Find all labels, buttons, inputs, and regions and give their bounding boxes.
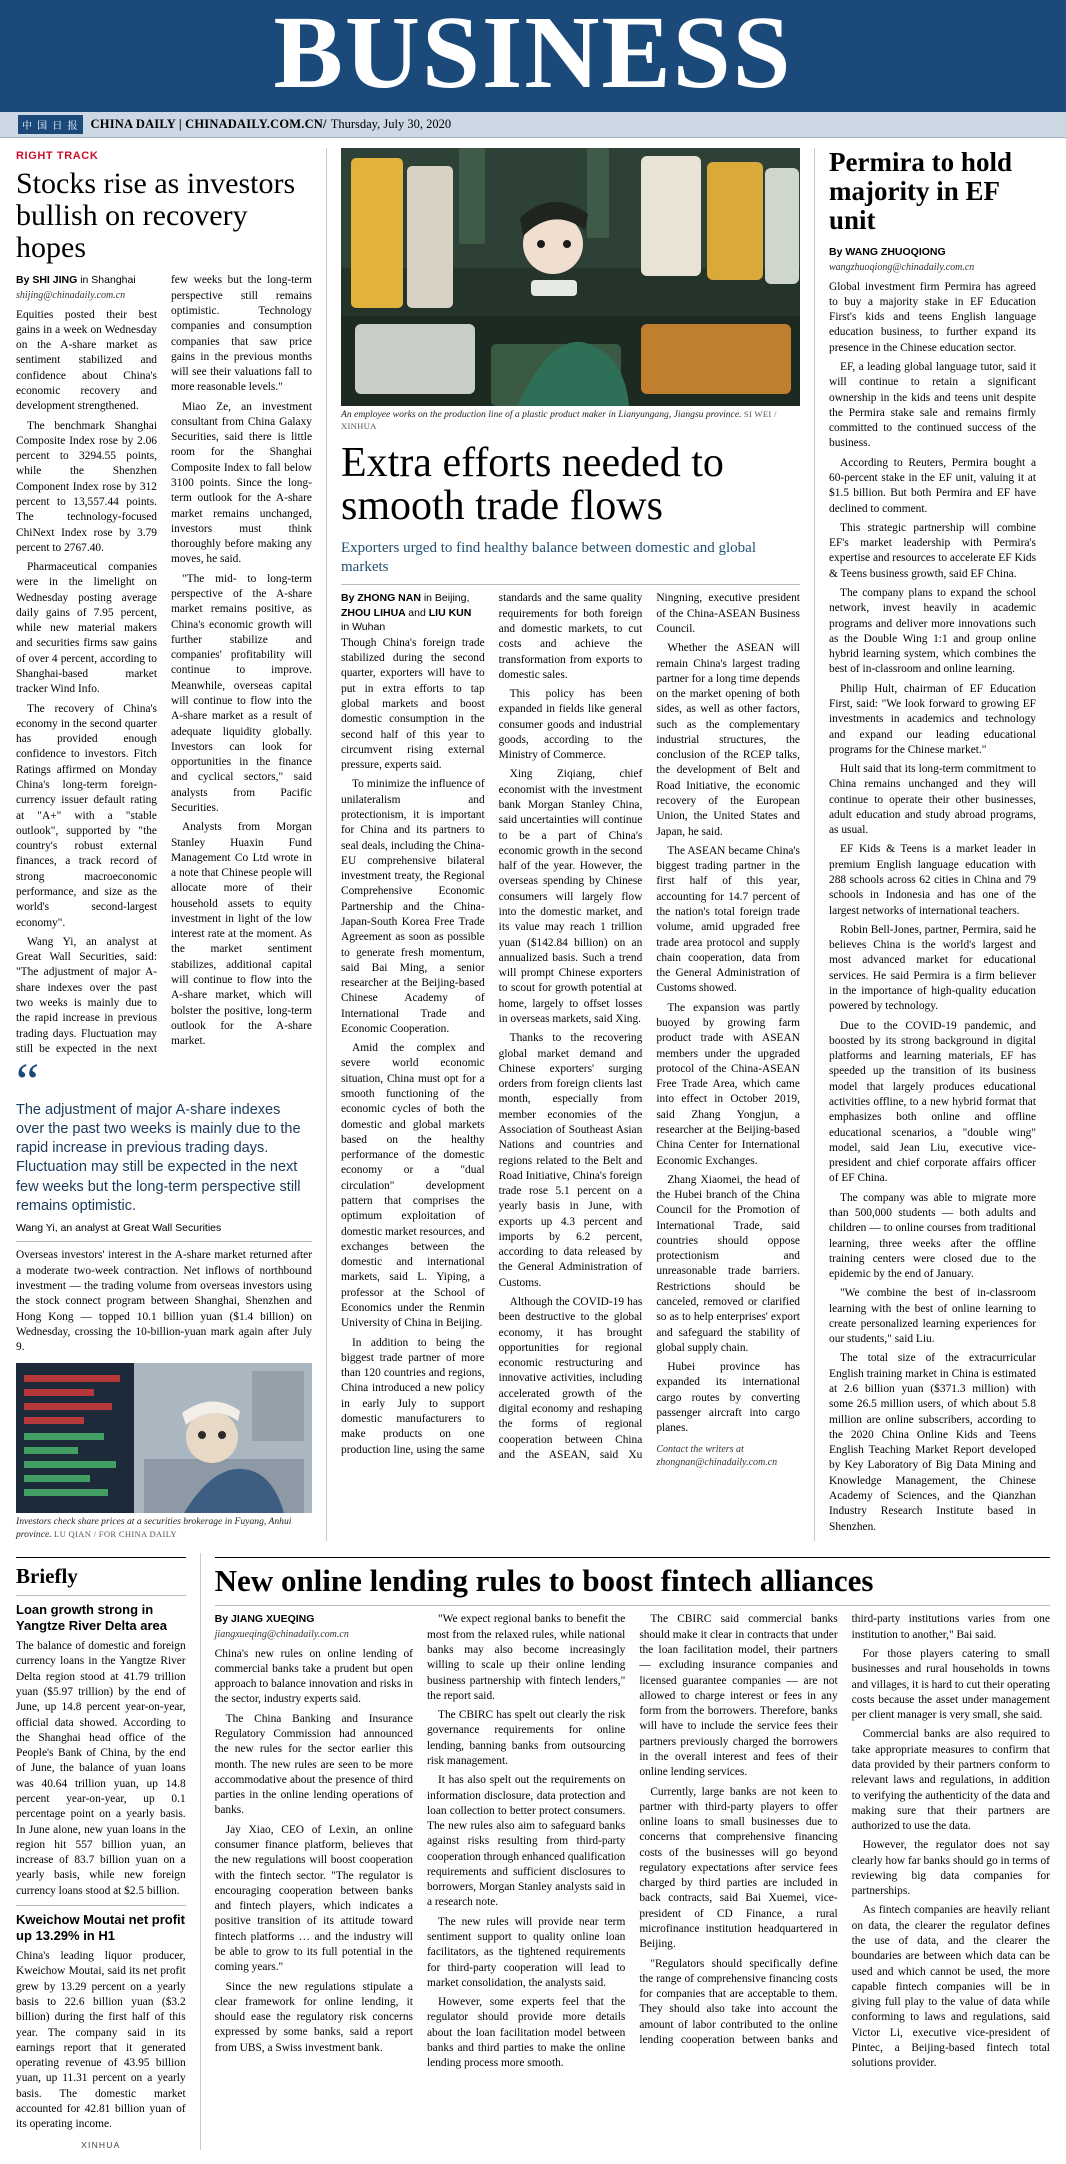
brokerage-photo-caption [16, 1513, 312, 1541]
brief-headline: Kweichow Moutai net profit up 13.29% in H1 [16, 1911, 185, 1943]
paragraph: EF Kids & Teens is a market leader in premium English language education with 288 schools across 62 cities in China and 79 schools in Indonesia and has one of the largest networks of international teachers. [829, 843, 1036, 917]
paragraph: "The mid- to long-term perspective of the A-share market remains positive, as China's economic growth will further stabilize and companies' profitability will continue to improve. Meanwhile, overseas capital will continue to flow into the A-share market as a result of adequate liquidity globally. Investors can look for opportunities in the finance and cyclical sectors," said analysts from Pacific Securities. [171, 572, 312, 814]
paragraph: Since the new regulations stipulate a clear framework for online lending, it should ease the regulatory risk concerns expressed by some banks, said a report from UBS, a Swiss investment bank. [214, 1980, 413, 2054]
main-deck: Exporters urged to find healthy balance between domestic and global markets [341, 539, 757, 575]
paragraph: EF, a leading global language tutor, said it will continue to retain a significant ownership in the kids and teens unit despite the Permira stake sale and remains firmly committed to the continued success of the business. [829, 361, 1036, 450]
main-byline-name-2: ZHOU LIHUA [341, 606, 406, 619]
briefly-column [16, 1553, 186, 2151]
paragraph: Miao Ze, an investment consultant from China Galaxy Securities, said there is little room for the Shanghai Composite Index to fall below 3100 points. Since the long-term outlook for the A-share market remains unchanged, investors must think thoroughly before making any moves, he said. [171, 400, 312, 566]
paragraph: As fintech companies are heavily reliant on data, the clearer the regulator defines the use of data, and the clearer the boundaries are between which data can be used and which cannot be used, the more capable fintech companies will be in giving full play to the value of data while conforming to laws and regulations, said Victor Li, executive vice-president of Pintec, a Beijing-based fintech total solutions provider. [851, 1904, 1050, 2070]
paragraph: In addition to being the biggest trade partner of more than 120 countries and regions, China introduced a new policy in early July to support domestic manufacturers to make products on one production line, using the same standards and the same quality requirements for both foreign and domestic markets, to cut costs and achieve the transformation from exports to domestic sales. [341, 592, 643, 1456]
paragraph: The expansion was partly buoyed by growing farm product trade with ASEAN members under the upgraded protocol of the China-ASEAN Free Trade Area, which came into effect in October 2019, said Zhang Yongjun, a researcher at the Beijing-based China Center for International Economic Exchanges. [656, 1001, 800, 1167]
paragraph: Analysts from Morgan Stanley Huaxin Fund Management Co Ltd wrote in a note that Chinese people will allocate more of their household assets to equity investment in light of the low interest rate at the moment. As the market sentiment stabilizes, additional capital will continue to flow into the A-share market, which will bolster the positive, long-term outlook for the A-share market. [171, 821, 312, 1048]
divider [16, 1595, 186, 1596]
divider [16, 1557, 186, 1558]
pull-quote-role: an analyst at Great Wall Securities [57, 1221, 222, 1234]
lending-story-body [215, 1612, 1050, 2071]
pull-quote [16, 1054, 312, 1235]
paragraph: Pharmaceutical companies were in the limelight on Wednesday posting average daily gains of 7.95 percent, while new material makers and securities firms saw gains of over 4 percent, according to Shanghai-based market tracker Wind Info. [16, 561, 157, 696]
paragraph: To minimize the influence of unilateralism and protectionism, it is important for China and its partners to seal deals, including the China-EU comprehensive bilateral investment treaty, the Regional Comprehensive Economic Partnership and the China-Japan-South Korea Free Trade Agreement as soon as possible to generate fresh momentum, said Bai Ming, a senior researcher at the Beijing-based Chinese Academy of International Trade and Economic Cooperation. [341, 778, 485, 1035]
paragraph: Although the COVID-19 has been destructive to the global economy, it has brought opportunities for regional economic restructuring and innovative activities, including accelerated growth of the digital economy and reshaping the forms of regional cooperation between China and the ASEAN, said Xu Ningning, executive president of the China-ASEAN Business Council. [498, 592, 800, 1461]
paragraph: "We combine the best of in-classroom learning with the best of online learning to create personalized learning experiences for our students," said Liu. [829, 1287, 1036, 1346]
right-byline-email: wangzhuoqiong@chinadaily.com.cn [829, 261, 975, 273]
middle-column [326, 148, 800, 1541]
paragraph: Hubei province has expanded its international cargo routes by converting passenger aircraft into cargo planes. [656, 1361, 800, 1435]
brokerage-photo [16, 1363, 312, 1513]
paragraph: The China Banking and Insurance Regulatory Commission had announced the new rules for the sector earlier this month. The new rules are seen to be more accommodative about the presence of third parties in the online lending operations of banks. [214, 1712, 413, 1817]
lending-story [200, 1553, 1050, 2151]
lending-headline: New online lending rules to boost fintech alliances [214, 1562, 874, 1598]
main-byline-name-3: LIU KUN [428, 606, 472, 619]
right-byline: By WANG ZHUOQIONG [829, 246, 946, 259]
paragraph: The new rules will provide near term sentiment support to quality online loan facilitators, as the tightened requirements for third-party cooperation will lead to market consolidation, the analysts said. [426, 1915, 626, 1989]
brief-headline: Loan growth strong in Yangtze River Delta area [16, 1601, 168, 1633]
caption-text: An employee works on the production line of a plastic product maker in Lianyungang, Jiangsu province. [341, 409, 742, 420]
divider [341, 584, 800, 585]
publication-name: CHINA DAILY | CHINADAILY.COM.CN/ [90, 117, 327, 131]
paragraph: The CBIRC said commercial banks should make it clear in contracts that under the loan facilitation model, their partners — excluding insurance companies and licensed guarantee companies — are not allowed to charge interest or fees in any form from the borrowers. Therefore, banks will have to include the service fees their partners previously charged the borrowers in the overall interest and fees of their online lending services. [639, 1613, 838, 1779]
paragraph: Wang Yi, an analyst at Great Wall Securities, said: "The adjustment of major A-share indexes over the past two weeks is mainly due to the rapid increase in previous trading days. Fluctuation may still be expected in the next few weeks but the long-term perspective still remains optimistic. Technology companies and consumption companies that saw price gains in the previous months will see their valuations fall to more reasonable levels." [16, 274, 312, 1055]
paragraph: The company was able to migrate more than 500,000 students — both adults and children — to online courses from traditional learning, three weeks after the offline training centers were closed due to the epidemic by the end of January. [829, 1191, 1036, 1281]
paragraph: The total size of the extracurricular English training market in China is estimated at 2.6 billion yuan ($371.3 million) with some 26.5 million users, of which about 5.8 million are online subscribers, according to the 2020 China Online Kids and Teens English Teaching Market Report developed by Key Laboratory of Big Data Mining and Knowledge Management, the Chinese Academy of Sciences, and the Qianzhan Industry Research Institute based in Shenzhen. [829, 1352, 1036, 1533]
lending-byline-email: jiangxueqing@chinadaily.com.cn [214, 1628, 349, 1640]
factory-photo-art [341, 148, 800, 406]
left-headline: Stocks rise as investors bullish on recovery hopes [16, 167, 296, 264]
pull-quote-attribution [16, 1222, 312, 1236]
paragraph: The ASEAN became China's biggest trading partner in the first half of this year, accounting for 14.7 percent of the nation's total foreign trade volume, amid upgraded free trade area protocol and supply chain cooperation, data from the General Administration of Customs showed. [656, 844, 800, 995]
paragraph: According to Reuters, Permira bought a 60-percent stake in the EF unit, valuing it at $1.5 billion. But both Permira and EF have declined to comment. [829, 456, 1036, 515]
main-headline: Extra efforts needed to smooth trade flows [341, 439, 724, 530]
paragraph: However, some experts feel that the regulator should provide more details about the loan facilitation model between banks and third parties to make the online lending process more smooth. [426, 1996, 626, 2070]
paragraph: China's leading liquor producer, Kweichow Moutai, said its net profit grew by 13.29 percent on a yearly basis to 22.6 billion yuan ($3.2 billion) during the first half of this year. The company said in its earnings report that it generated operating revenue of 43.95 billion yuan, up 11.31 percent on a yearly basis. The domestic market accounted for 42.81 billion yuan of its operating income. [16, 1950, 186, 2131]
left-byline-location: in Shanghai [80, 274, 136, 287]
paragraph: Amid the complex and severe world economic situation, China must opt for a smooth functioning of the economic cycles of both the domestic and global markets based on the healthy performance of the domestic economy or a "dual circulation" development pattern that comprises the optimum exploitation of domestic market resources, and exchanges between the domestic and international markets, said L. Yiping, a professor at the School of Economics under the Renmin University of China in Beijing. [341, 1042, 485, 1330]
section-kicker: RIGHT TRACK [16, 150, 99, 162]
paragraph: However, the regulator does not say clearly how far banks should go in terms of reviewing big data companies for partnerships. [851, 1839, 1050, 1898]
lending-byline: By JIANG XUEQING [214, 1613, 315, 1626]
left-byline-email: shijing@chinadaily.com.cn [16, 289, 126, 301]
paragraph: The company plans to expand the school network, invest heavily in academic programs and deliver more innovations such as the Double Wing 1:1 and group online hybrid learning system, which combines the best of in-classroom and online learning. [829, 586, 1036, 676]
photo-credit: LU QIAN / FOR CHINA DAILY [54, 1528, 177, 1539]
paragraph: China's new rules on online lending of commercial banks take a prudent but open approach to balance innovation and risks in the sector, industry experts said. [214, 1647, 413, 1706]
paragraph: Due to the COVID-19 pandemic, and boosted by its strong background in digital platforms and learning materials, EF has speeded up the transition of its business model that largely produces educational activities offline, to a new hybrid format that emphasizes both online and offline educational scenarios, a "double wing" model, said Jean Liu, executive vice-president and chief corporate affairs officer of EF China. [829, 1019, 1036, 1185]
factory-photo-caption [341, 406, 800, 434]
paragraph: Philip Hult, chairman of EF Education First, said: "We look forward to growing EF investments in academics and technology and expand our leading educational programs for the Chinese market." [829, 682, 1036, 756]
left-column [16, 148, 312, 1541]
contact-line: Contact the writers at zhongnan@chinadaily.com.cn [656, 1443, 778, 1468]
divider [215, 1557, 1050, 1558]
left-byline-name: By SHI JING [16, 274, 78, 287]
paragraph: For those players catering to small businesses and rural households in towns and villages, it is hard to cut their operating costs because the asset under management per client manager is very small, she said. [851, 1647, 1050, 1722]
main-byline-location-2: in Wuhan [341, 620, 386, 633]
main-byline [341, 591, 485, 634]
left-story-body [16, 273, 312, 1057]
factory-photo [341, 148, 800, 406]
bottom-section [16, 1553, 1050, 2151]
paragraph: Zhang Xiaomei, the head of the Hubei branch of the China Council for the Promotion of International Trade, said countries should oppose protectionism and unreasonable trade barriers. Restrictions should be canceled, removed or clarified so as to help enterprises' export and safeguard the stability of global supply chain. [656, 1173, 800, 1354]
china-daily-logo: 中 国 日 报 [18, 115, 83, 134]
paragraph: The balance of domestic and foreign currency loans in the Yangtze River Delta region stood at 41.79 trillion yuan ($5.97 trillion) by the end of June, up 14.8 percent year-on-year, official data showed. According to the Shanghai head office of the People's Bank of China, by the end of June, the balance of yuan loans was 40.64 trillion yuan, up 14.8 percent year-on-year, up 0.1 percentage point on a yearly basis. In June alone, new yuan loans in the region hit 557 billion yuan, an increase of 83.7 billion yuan on a yearly basis, while new foreign currency loans stood at $2.5 billion. [16, 1640, 186, 1897]
paragraph: "We expect regional banks to benefit the most from the relaxed rules, while national banks may also become increasingly willing to scale up their online lending business partnership with fintech lenders," the report said. [426, 1613, 626, 1702]
masthead [0, 0, 1066, 112]
publication-date: Thursday, July 30, 2020 [330, 117, 452, 131]
paragraph: Robin Bell-Jones, partner, Permira, said he believes China is the world's largest and most advanced market for educational services. He said Permira is a firm believer in the importance of high-quality education powered by technology. [829, 923, 1036, 1013]
main-byline-location: in Beijing, [423, 592, 470, 605]
paragraph: This policy has been expanded in fields like general consumer goods and industrial goods, according to the Ministry of Commerce. [498, 688, 643, 762]
left-byline [16, 273, 157, 287]
top-section [16, 148, 1050, 1541]
paragraph: Overseas investors' interest in the A-share market returned after a moderate two-week contraction. Net inflows of northbound investment — the trading volume from overseas investors using the stock connect program between Shanghai, Shenzhen and Hong Kong — topped 10.1 billion yuan ($1.4 billion) on Wednesday, crossing the 10-billion-yuan mark again after July 9. [16, 1249, 312, 1354]
paragraph: Currently, large banks are not keen to partner with third-party players to offer online loans to small businesses due to concerns that comprehensive financing costs of the businesses will go beyond regulatory expectations after service fees charged by third parties are included in back contracts, said Bai Xuemei, vice-president of CD Finance, a rural microfinance institution headquartered in Beijing. [639, 1785, 838, 1951]
main-byline-name: By ZHONG NAN [341, 592, 421, 605]
paragraph: Xing Ziqiang, chief economist with the investment bank Morgan Stanley China, said uncertainties will continue to be a part of China's economic growth in the second half of the year. However, the overseas spending by Chinese consumers will largely flow into the domestic market, and its value may reach 1 trillion yuan ($142.84 billion) on an annualized basis. Such a trend will prompt Chinese exporters to scout for growth potential at home, largely to offset losses in overseas markets, said Xing. [498, 768, 643, 1025]
paragraph: Commercial banks are also required to take appropriate measures to confirm that data provided by their partners conform to relevant laws and regulations, in addition to verifying the authenticity of the data and making sure that their partners are authorized to use the data. [851, 1728, 1050, 1833]
quote-mark-icon: “ [16, 1054, 40, 1112]
divider [16, 1905, 186, 1906]
paragraph: Though China's foreign trade stabilized during the second quarter, exporters will have to put in extra efforts to tap global markets and boost domestic consumption in the second half of this year to circumvent rising external pressure, experts said. [341, 636, 485, 772]
paragraph: It has also spelt out the requirements on information disclosure, data protection and loan collection to better protect consumers. The new rules also aim to safeguard banks against risks resulting from third-party cooperation through enhanced qualification requirements and sufficient disclosures to borrowers, Morgan Stanley analysts said in a research note. [426, 1774, 626, 1909]
paragraph: The benchmark Shanghai Composite Index rose by 2.06 percent to 3294.55 points, while the Shenzhen Component Index rose by 312 percent to 13,557.44 points. The technology-focused ChiNext Index rose by 3.79 percent to 2767.40. [16, 419, 157, 554]
paragraph: Thanks to the recovering global market demand and Chinese exporters' surging orders from foreign clients last month, especially from member economies of the Association of Southeast Asian Nations and countries and regions related to the Belt and Road Initiative, China's foreign trade rose 5.1 percent on a yearly basis in June, with exports up 4.3 percent and imports by 6.2 percent, according to data released by the General Administration of Customs. [498, 1032, 643, 1289]
paragraph: Equities posted their best gains in a week on Wednesday on the A-share market as sentiment stabilized and confidence about China's economic recovery and development strengthened. [16, 308, 157, 413]
paragraph: This strategic partnership will combine EF's market leadership with Permira's expertise and resources to accelerate EF Kids & Teens business growth, said EF China. [829, 521, 1036, 580]
briefly-source: XINHUA [81, 2140, 121, 2151]
photo-credit: SI WEI / XINHUA [341, 409, 777, 432]
paragraph: Jay Xiao, CEO of Lexin, an online consumer finance platform, believes that the new regulations will boost cooperation with the fintech sector. "The regulator is encouraging cooperation between banks and fintech players, which indicates a positive transition of its attitude toward fintech platforms … and the industry will be able to grow to its full potential in the coming years." [214, 1823, 413, 1974]
divider [215, 1605, 1050, 1606]
divider [16, 1241, 312, 1242]
pull-quote-name: Wang Yi, [16, 1221, 58, 1234]
paragraph: The CBIRC has spelt out clearly the risk governance requirements for online lending, banning banks from outsourcing risk management. [426, 1709, 626, 1767]
publication-info-bar [0, 112, 1066, 138]
paragraph: Global investment firm Permira has agreed to buy a majority stake in EF Education First's kids and teens English language education business, to further expand its presence in the Chinese education sector. [829, 280, 1036, 354]
main-story-body [341, 591, 800, 1468]
right-column [814, 148, 1036, 1541]
brokerage-photo-art [16, 1363, 312, 1513]
paragraph: The recovery of China's economy in the second quarter has provided enough confidence to investors. Fitch Ratings affirmed on Monday China's long-term foreign-currency issuer default rating at "A+" with a "stable outlook", supported by "the country's robust external finances, a track record of strong macroeconomic performance, and size as the world's second-largest economy". [16, 702, 157, 929]
paragraph: Hult said that its long-term commitment to China remains unchanged and they will continue to operate their other businesses, adult education and study abroad programs, as usual. [829, 763, 1036, 837]
caption-text: Investors check share prices at a securities brokerage in Fuyang, Anhui province. [16, 1516, 292, 1540]
masthead-title: BUSINESS [273, 0, 793, 110]
pull-quote-text: The adjustment of major A-share indexes over the past two weeks is mainly due to the rapid increase in previous trading days. Fluctuation may still be expected in the next few weeks but the long-term perspective still remains optimistic. [16, 1102, 301, 1214]
main-byline-and: and [408, 606, 426, 619]
paragraph: "Regulators should specifically define the range of comprehensive financing costs for companies that are acceptable to them. They should also take into account the amount of labor contributed to the online lending cooperation between banks and third-party institutions varies from one institution to another," Bai said. [639, 1613, 1050, 2047]
paragraph: Whether the ASEAN will remain China's largest trading partner for a long time depends on the market opening of both sides, as well as other factors, such as the complementary industrial structures, the conclusion of the RCEP talks, the development of Belt and Road Initiative, the economic recovery of the European Union, the United States and Japan, he said. [656, 642, 800, 838]
briefly-title: Briefly [16, 1563, 78, 1588]
right-headline: Permira to hold majority in EF unit [829, 147, 1012, 236]
